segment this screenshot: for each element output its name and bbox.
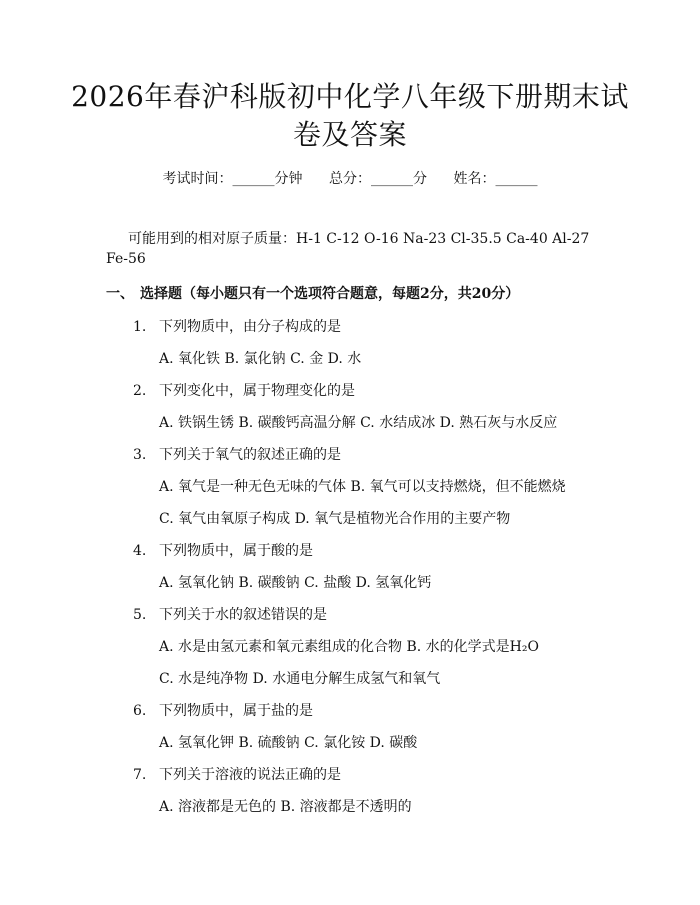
question-options: A. 铁锅生锈 B. 碳酸钙高温分解 C. 水结成冰 D. 熟石灰与水反应 bbox=[159, 415, 558, 431]
question bbox=[133, 540, 313, 560]
section-heading bbox=[106, 283, 519, 303]
question-options: A. 氧气是一种无色无味的气体 B. 氧气可以支持燃烧，但不能燃烧 bbox=[159, 479, 566, 495]
exam-score: 总分：______分 bbox=[329, 171, 427, 187]
question bbox=[133, 604, 327, 624]
question bbox=[133, 444, 341, 464]
question-number: 4. bbox=[133, 543, 147, 559]
question-stem: 下列物质中，属于酸的是 bbox=[159, 543, 313, 559]
question-stem: 下列物质中，属于盐的是 bbox=[159, 703, 313, 719]
atomic-masses: 可能用到的相对原子质量：H-1 C-12 O-16 Na-23 Cl-35.5 Ca-40 Al-27 Fe-56 bbox=[106, 231, 590, 267]
page-title bbox=[70, 78, 630, 154]
title-line-2: 卷及答案 bbox=[292, 118, 407, 151]
question-options: A. 氧化铁 B. 氯化钠 C. 金 D. 水 bbox=[159, 351, 362, 367]
section-title: 选择题（每小题只有一个选项符合题意，每题2分，共20分） bbox=[140, 286, 520, 302]
exam-time: 考试时间：______分钟 bbox=[162, 171, 303, 187]
question bbox=[133, 380, 355, 400]
question-number: 2. bbox=[133, 383, 147, 399]
question-stem: 下列物质中，由分子构成的是 bbox=[159, 319, 341, 335]
question-number: 6. bbox=[133, 703, 147, 719]
section-number: 一、 bbox=[106, 286, 134, 302]
question-options: A. 氢氧化钾 B. 硫酸钠 C. 氯化铵 D. 碳酸 bbox=[159, 735, 418, 751]
question-options: A. 氢氧化钠 B. 碳酸钠 C. 盐酸 D. 氢氧化钙 bbox=[159, 575, 432, 591]
question-options: C. 水是纯净物 D. 水通电分解生成氢气和氧气 bbox=[159, 671, 441, 687]
question-options: C. 氧气由氧原子构成 D. 氧气是植物光合作用的主要产物 bbox=[159, 511, 511, 527]
question-number: 5. bbox=[133, 607, 147, 623]
question-stem: 下列关于氧气的叙述正确的是 bbox=[159, 447, 341, 463]
question-stem: 下列变化中，属于物理变化的是 bbox=[159, 383, 355, 399]
student-name: 姓名：______ bbox=[453, 171, 538, 187]
title-line-1: 2026年春沪科版初中化学八年级下册期末试 bbox=[71, 80, 629, 113]
question-number: 3. bbox=[133, 447, 147, 463]
exam-info bbox=[0, 168, 700, 188]
question-stem: 下列关于水的叙述错误的是 bbox=[159, 607, 327, 623]
question-options: A. 水是由氢元素和氧元素组成的化合物 B. 水的化学式是H₂O bbox=[159, 639, 539, 655]
question-number: 1. bbox=[133, 319, 147, 335]
question bbox=[133, 316, 341, 336]
question-number: 7. bbox=[133, 767, 147, 783]
question bbox=[133, 764, 341, 784]
question-stem: 下列关于溶液的说法正确的是 bbox=[159, 767, 341, 783]
question-options: A. 溶液都是无色的 B. 溶液都是不透明的 bbox=[159, 799, 412, 815]
question bbox=[133, 700, 313, 720]
